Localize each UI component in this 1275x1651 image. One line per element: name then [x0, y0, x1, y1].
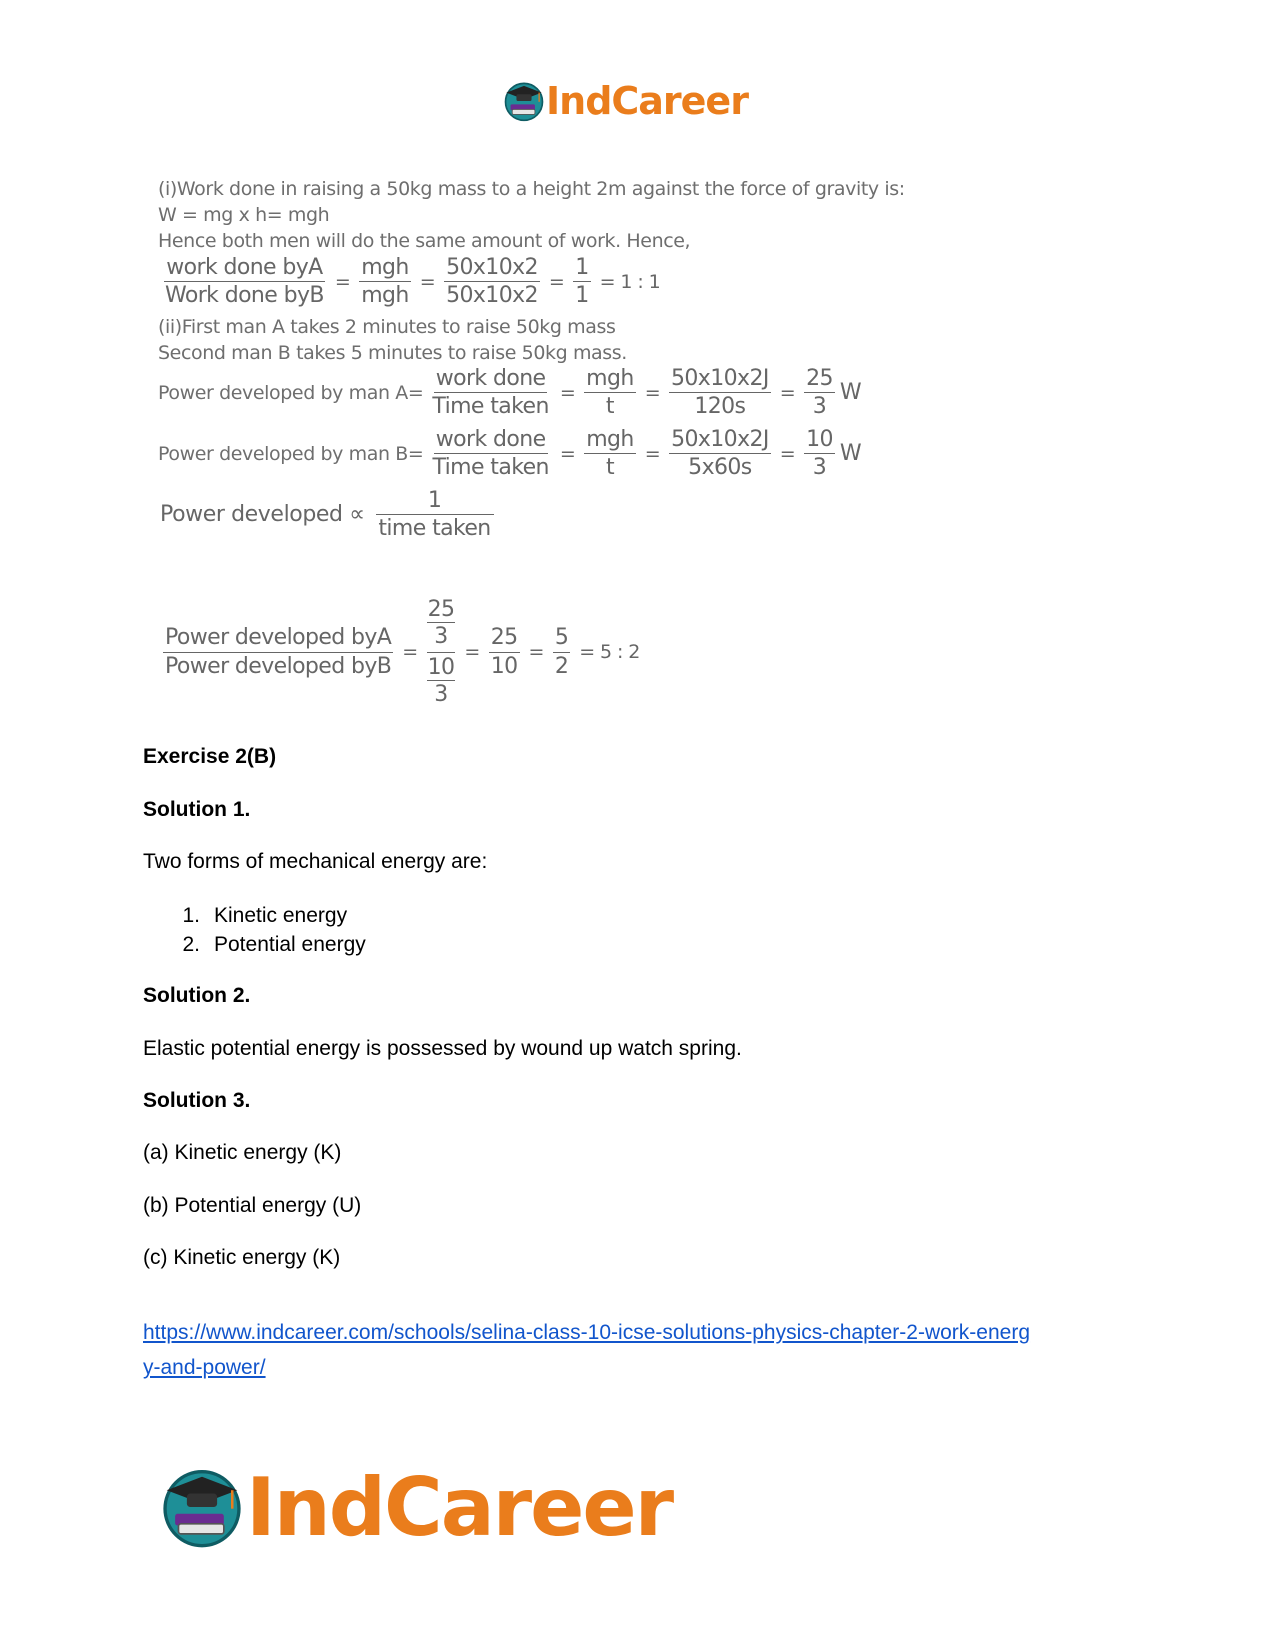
denominator: 1 — [575, 283, 589, 309]
list-item-text: Potential energy — [214, 933, 366, 956]
equals-sign: = — [559, 442, 576, 465]
list-item-text: Kinetic energy — [214, 904, 348, 927]
fraction — [669, 366, 771, 420]
exercise-heading: Exercise 2(B) — [143, 745, 277, 768]
proportionality-equation — [160, 488, 497, 542]
solution-3-a: (a) Kinetic energy (K) — [143, 1141, 342, 1164]
indcareer-logo-icon — [503, 80, 545, 122]
equals-sign: = — [464, 641, 480, 664]
source-link-line-2[interactable]: y-and-power/ — [143, 1356, 266, 1379]
unit: W — [839, 441, 862, 467]
equals-sign: = — [528, 641, 544, 664]
numerator: 25 — [427, 597, 455, 622]
indcareer-logo-icon — [160, 1465, 244, 1549]
fraction — [573, 255, 590, 309]
numerator: 25 — [489, 625, 520, 652]
power-b-equation — [158, 427, 861, 481]
denominator: 2 — [554, 653, 569, 679]
numerator: 10 — [804, 427, 835, 454]
solution-3-b: (b) Potential energy (U) — [143, 1194, 362, 1217]
fraction — [489, 625, 520, 679]
denominator: t — [605, 455, 614, 481]
equals-sign: = — [644, 381, 661, 404]
math-line-2: W = mg x h= mgh — [158, 204, 330, 226]
numerator: 50x10x2J — [669, 366, 771, 393]
unit: W — [839, 380, 862, 406]
denominator: Time taken — [432, 455, 549, 481]
fraction — [804, 366, 835, 420]
power-a-equation — [158, 366, 861, 420]
power-ratio-equation — [160, 597, 646, 707]
equals-sign: = — [779, 381, 796, 404]
denominator: 3 — [434, 624, 448, 650]
equals-sign: = — [402, 641, 418, 664]
denominator: 5x60s — [688, 455, 752, 481]
denominator: 120s — [694, 394, 746, 420]
solution-1-intro: Two forms of mechanical energy are: — [143, 850, 488, 873]
logo-text: IndCareer — [246, 1460, 673, 1554]
list-item — [130, 901, 366, 930]
fraction — [584, 427, 636, 481]
numerator: work done byA — [164, 255, 324, 282]
list-number: 1. — [182, 904, 200, 927]
numerator: mgh — [584, 366, 636, 393]
denominator: Time taken — [432, 394, 549, 420]
fraction — [804, 427, 835, 481]
math-line-3: Hence both men will do the same amount of work. Hence, — [158, 230, 691, 252]
equals-sign: = — [334, 270, 351, 293]
math-line-5: Second man B takes 5 minutes to raise 50kg mass. — [158, 342, 627, 364]
denominator: 3 — [812, 455, 827, 481]
fraction — [376, 488, 494, 542]
fraction — [359, 255, 411, 309]
denominator: 3 — [434, 681, 448, 707]
fraction — [553, 625, 570, 679]
result: = 5 : 2 — [579, 641, 640, 664]
numerator: mgh — [584, 427, 636, 454]
solution-2-title: Solution 2. — [143, 984, 251, 1007]
fraction — [163, 255, 326, 309]
solution-2-text: Elastic potential energy is possessed by wound up watch spring. — [143, 1037, 742, 1060]
equation-lead: Power developed by man B= — [158, 442, 424, 465]
denominator: t — [605, 394, 614, 420]
numerator: work done — [434, 366, 548, 393]
fraction — [427, 655, 456, 708]
work-ratio-equation — [160, 255, 666, 309]
fraction — [430, 427, 550, 481]
fraction — [427, 597, 456, 650]
bottom-logo — [160, 1462, 672, 1552]
numerator: Power developed byA — [163, 625, 393, 652]
denominator: time taken — [378, 516, 491, 542]
numerator: work done — [434, 427, 548, 454]
equation-lead: Power developed ∝ — [160, 502, 365, 528]
numerator: 1 — [573, 255, 590, 282]
nested-fraction — [427, 597, 456, 707]
logo-text: IndCareer — [546, 79, 748, 123]
denominator: Power developed byB — [165, 653, 392, 679]
equals-sign: = — [559, 381, 576, 404]
numerator: 50x10x2J — [669, 427, 771, 454]
solution-1-title: Solution 1. — [143, 798, 251, 821]
result: = 1 : 1 — [599, 270, 661, 293]
denominator: 10 — [490, 653, 518, 679]
fraction — [163, 625, 393, 679]
equation-lead: Power developed by man A= — [158, 381, 424, 404]
source-link[interactable] — [143, 1315, 1143, 1385]
fraction — [430, 366, 550, 420]
fraction — [584, 366, 636, 420]
math-line-4: (ii)First man A takes 2 minutes to raise 50kg mass — [158, 316, 616, 338]
fraction — [669, 427, 771, 481]
list-number: 2. — [182, 933, 200, 956]
math-line-1: (i)Work done in raising a 50kg mass to a height 2m against the force of gravity is: — [158, 178, 905, 200]
denominator: 50x10x2 — [446, 283, 538, 309]
numerator: mgh — [359, 255, 411, 282]
energy-forms-list — [130, 901, 366, 959]
fraction — [444, 255, 540, 309]
equals-sign: = — [548, 270, 565, 293]
numerator: 25 — [804, 366, 835, 393]
solution-3-title: Solution 3. — [143, 1089, 251, 1112]
numerator: 1 — [376, 488, 494, 515]
numerator: 10 — [427, 654, 455, 680]
top-logo — [503, 78, 748, 124]
list-item — [130, 930, 366, 959]
numerator: 5 — [553, 625, 570, 652]
fraction-bar — [427, 652, 456, 653]
solution-3-c: (c) Kinetic energy (K) — [143, 1246, 341, 1269]
denominator: 3 — [812, 394, 827, 420]
source-link-line-1[interactable]: https://www.indcareer.com/schools/selina-class-10-icse-solutions-physics-chapter-2-work-energ — [143, 1321, 1031, 1344]
numerator: 50x10x2 — [444, 255, 540, 282]
denominator: mgh — [361, 283, 409, 309]
equals-sign: = — [419, 270, 436, 293]
denominator: Work done byB — [165, 283, 324, 309]
equals-sign: = — [644, 442, 661, 465]
equals-sign: = — [779, 442, 796, 465]
